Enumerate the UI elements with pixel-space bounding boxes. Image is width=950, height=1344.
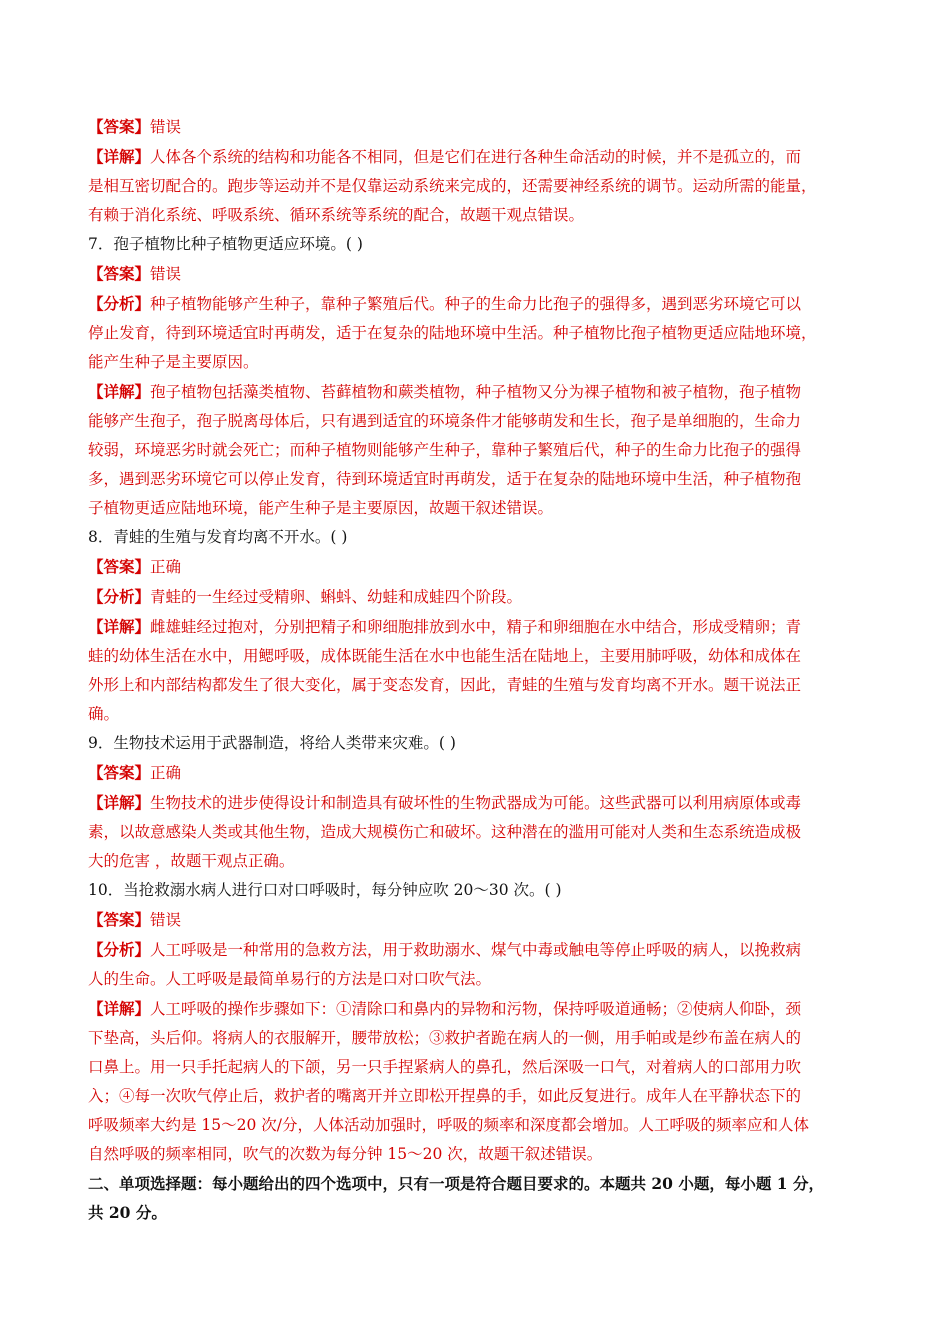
detail-block xyxy=(88,994,864,1169)
analysis-text: 人的生命。人工呼吸是最简单易行的方法是口对口吹气法。 xyxy=(88,970,492,988)
answer-text: 正确 xyxy=(150,558,182,576)
answer-block xyxy=(88,552,864,582)
detail-line xyxy=(88,1024,864,1053)
question-block xyxy=(88,523,864,552)
detail-line xyxy=(88,847,864,876)
answer-block xyxy=(88,905,864,935)
detail-line xyxy=(88,1053,864,1082)
question-block xyxy=(88,729,864,758)
detail-text: 入；④每一次吹气停止后，救护者的嘴离开并立即松开捏鼻的手，如此反复进行。成年人在平静状态下的 xyxy=(88,1087,802,1105)
analysis-label: 【分析】 xyxy=(88,587,151,606)
detail-line xyxy=(88,494,864,523)
analysis-line xyxy=(88,289,864,319)
detail-line xyxy=(88,1082,864,1111)
question-text: 7．孢子植物比种子植物更适应环境。( ) xyxy=(88,235,363,253)
answer-text: 错误 xyxy=(150,911,182,929)
analysis-text: 种子植物能够产生种子，靠种子繁殖后代。种子的生命力比孢子的强得多，遇到恶劣环境它可以 xyxy=(150,295,802,313)
analysis-label: 【分析】 xyxy=(88,940,151,959)
section-block xyxy=(88,1169,864,1227)
detail-line xyxy=(88,465,864,494)
analysis-block xyxy=(88,289,864,377)
detail-line xyxy=(88,612,864,642)
section-heading: 共 20 分。 xyxy=(88,1203,167,1222)
detail-text: 人体各个系统的结构和功能各不相同，但是它们在进行各种生命活动的时候，并不是孤立的，而 xyxy=(150,148,802,166)
detail-text: 生物技术的进步使得设计和制造具有破坏性的生物武器成为可能。这些武器可以利用病原体或毒 xyxy=(150,794,802,812)
analysis-text: 青蛙的一生经过受精卵、蝌蚪、幼蛙和成蛙四个阶段。 xyxy=(150,588,523,606)
detail-text: 素，以故意感染人类或其他生物，造成大规模伤亡和破坏。这种潜在的滥用可能对人类和生态系统造成极 xyxy=(88,823,802,841)
detail-text: 大的危害 ，故题干观点正确。 xyxy=(88,852,295,870)
analysis-line xyxy=(88,319,864,348)
detail-text: 外形上和内部结构都发生了很大变化，属于变态发育，因此，青蛙的生殖与发育均离不开水。题干说法正 xyxy=(88,676,802,694)
detail-text: 雌雄蛙经过抱对，分别把精子和卵细胞排放到水中，精子和卵细胞在水中结合，形成受精卵；青 xyxy=(150,618,802,636)
detail-text: 孢子植物包括藻类植物、苔藓植物和蕨类植物，种子植物又分为裸子植物和被子植物，孢子植物 xyxy=(150,383,802,401)
analysis-text: 人工呼吸是一种常用的急救方法，用于救助溺水、煤气中毒或触电等停止呼吸的病人，以挽救病 xyxy=(150,941,802,959)
answer-block xyxy=(88,259,864,289)
analysis-label: 【分析】 xyxy=(88,294,151,313)
detail-line xyxy=(88,407,864,436)
detail-label: 【详解】 xyxy=(88,382,151,401)
detail-line xyxy=(88,818,864,847)
detail-text: 多，遇到恶劣环境它可以停止发育，待到环境适宜时再萌发，适于在复杂的陆地环境中生活，种子植物孢 xyxy=(88,470,802,488)
answer-block xyxy=(88,758,864,788)
detail-text: 较弱，环境恶劣时就会死亡；而种子植物则能够产生种子，靠种子繁殖后代，种子的生命力比孢子的强得 xyxy=(88,441,802,459)
detail-text: 人工呼吸的操作步骤如下：①清除口和鼻内的异物和污物，保持呼吸道通畅；②使病人仰卧，颈 xyxy=(150,1000,802,1018)
answer-line xyxy=(88,112,864,142)
analysis-line xyxy=(88,965,864,994)
question-block xyxy=(88,230,864,259)
detail-text: 确。 xyxy=(88,705,120,723)
detail-block xyxy=(88,612,864,729)
section-heading: 二、单项选择题：每小题给出的四个选项中，只有一项是符合题目要求的。本题共 20 小题，每小题 1 分， xyxy=(88,1174,824,1193)
detail-line xyxy=(88,377,864,407)
detail-line xyxy=(88,671,864,700)
question-text: 8．青蛙的生殖与发育均离不开水。( ) xyxy=(88,528,348,546)
detail-label: 【详解】 xyxy=(88,147,151,166)
analysis-line xyxy=(88,348,864,377)
analysis-block xyxy=(88,935,864,994)
analysis-line xyxy=(88,935,864,965)
detail-line xyxy=(88,994,864,1024)
document-page xyxy=(88,112,864,1227)
analysis-text: 能产生种子是主要原因。 xyxy=(88,353,259,371)
answer-label: 【答案】 xyxy=(88,557,151,576)
detail-line xyxy=(88,700,864,729)
detail-text: 能够产生孢子，孢子脱离母体后，只有遇到适宜的环境条件才能够萌发和生长，孢子是单细胞的，生命力 xyxy=(88,412,802,430)
question-block xyxy=(88,876,864,905)
detail-text: 下垫高，头后仰。将病人的衣服解开，腰带放松；③救护者跪在病人的一侧，用手帕或是纱布盖在病人的 xyxy=(88,1029,802,1047)
answer-text: 正确 xyxy=(150,764,182,782)
analysis-line xyxy=(88,582,864,612)
detail-line xyxy=(88,1140,864,1169)
detail-block xyxy=(88,377,864,523)
answer-label: 【答案】 xyxy=(88,763,151,782)
answer-line xyxy=(88,758,864,788)
answer-label: 【答案】 xyxy=(88,910,151,929)
detail-line xyxy=(88,1111,864,1140)
analysis-block xyxy=(88,582,864,612)
answer-line xyxy=(88,552,864,582)
detail-text: 口鼻上。用一只手托起病人的下颌，另一只手捏紧病人的鼻孔，然后深吸一口气，对着病人的口部用力吹 xyxy=(88,1058,802,1076)
answer-label: 【答案】 xyxy=(88,117,151,136)
detail-text: 自然呼吸的频率相同，吹气的次数为每分钟 15～20 次，故题干叙述错误。 xyxy=(88,1145,603,1163)
detail-line xyxy=(88,642,864,671)
answer-label: 【答案】 xyxy=(88,264,151,283)
detail-label: 【详解】 xyxy=(88,999,151,1018)
answer-line xyxy=(88,905,864,935)
answer-text: 错误 xyxy=(150,118,182,136)
detail-line xyxy=(88,436,864,465)
detail-block xyxy=(88,788,864,876)
answer-line xyxy=(88,259,864,289)
detail-label: 【详解】 xyxy=(88,793,151,812)
analysis-text: 停止发育，待到环境适宜时再萌发，适于在复杂的陆地环境中生活。种子植物比孢子植物更适应陆地环境， xyxy=(88,324,817,342)
detail-text: 是相互密切配合的。跑步等运动并不是仅靠运动系统来完成的，还需要神经系统的调节。运动所需的能量， xyxy=(88,177,817,195)
detail-text: 呼吸频率大约是 15～20 次/分，人体活动加强时，呼吸的频率和深度都会增加。人工呼吸的频率应和人体 xyxy=(88,1116,810,1134)
detail-label: 【详解】 xyxy=(88,617,151,636)
detail-line xyxy=(88,172,864,201)
detail-text: 蛙的幼体生活在水中，用鳃呼吸，成体既能生活在水中也能生活在陆地上，主要用肺呼吸，幼体和成体在 xyxy=(88,647,802,665)
detail-text: 子植物更适应陆地环境，能产生种子是主要原因，故题干叙述错误。 xyxy=(88,499,554,517)
question-text: 9．生物技术运用于武器制造，将给人类带来灾难。( ) xyxy=(88,734,456,752)
question-text: 10．当抢救溺水病人进行口对口呼吸时，每分钟应吹 20～30 次。( ) xyxy=(88,881,562,899)
detail-line xyxy=(88,201,864,230)
detail-text: 有赖于消化系统、呼吸系统、循环系统等系统的配合，故题干观点错误。 xyxy=(88,206,585,224)
answer-block xyxy=(88,112,864,142)
answer-text: 错误 xyxy=(150,265,182,283)
detail-line xyxy=(88,788,864,818)
detail-line xyxy=(88,142,864,172)
detail-block xyxy=(88,142,864,230)
